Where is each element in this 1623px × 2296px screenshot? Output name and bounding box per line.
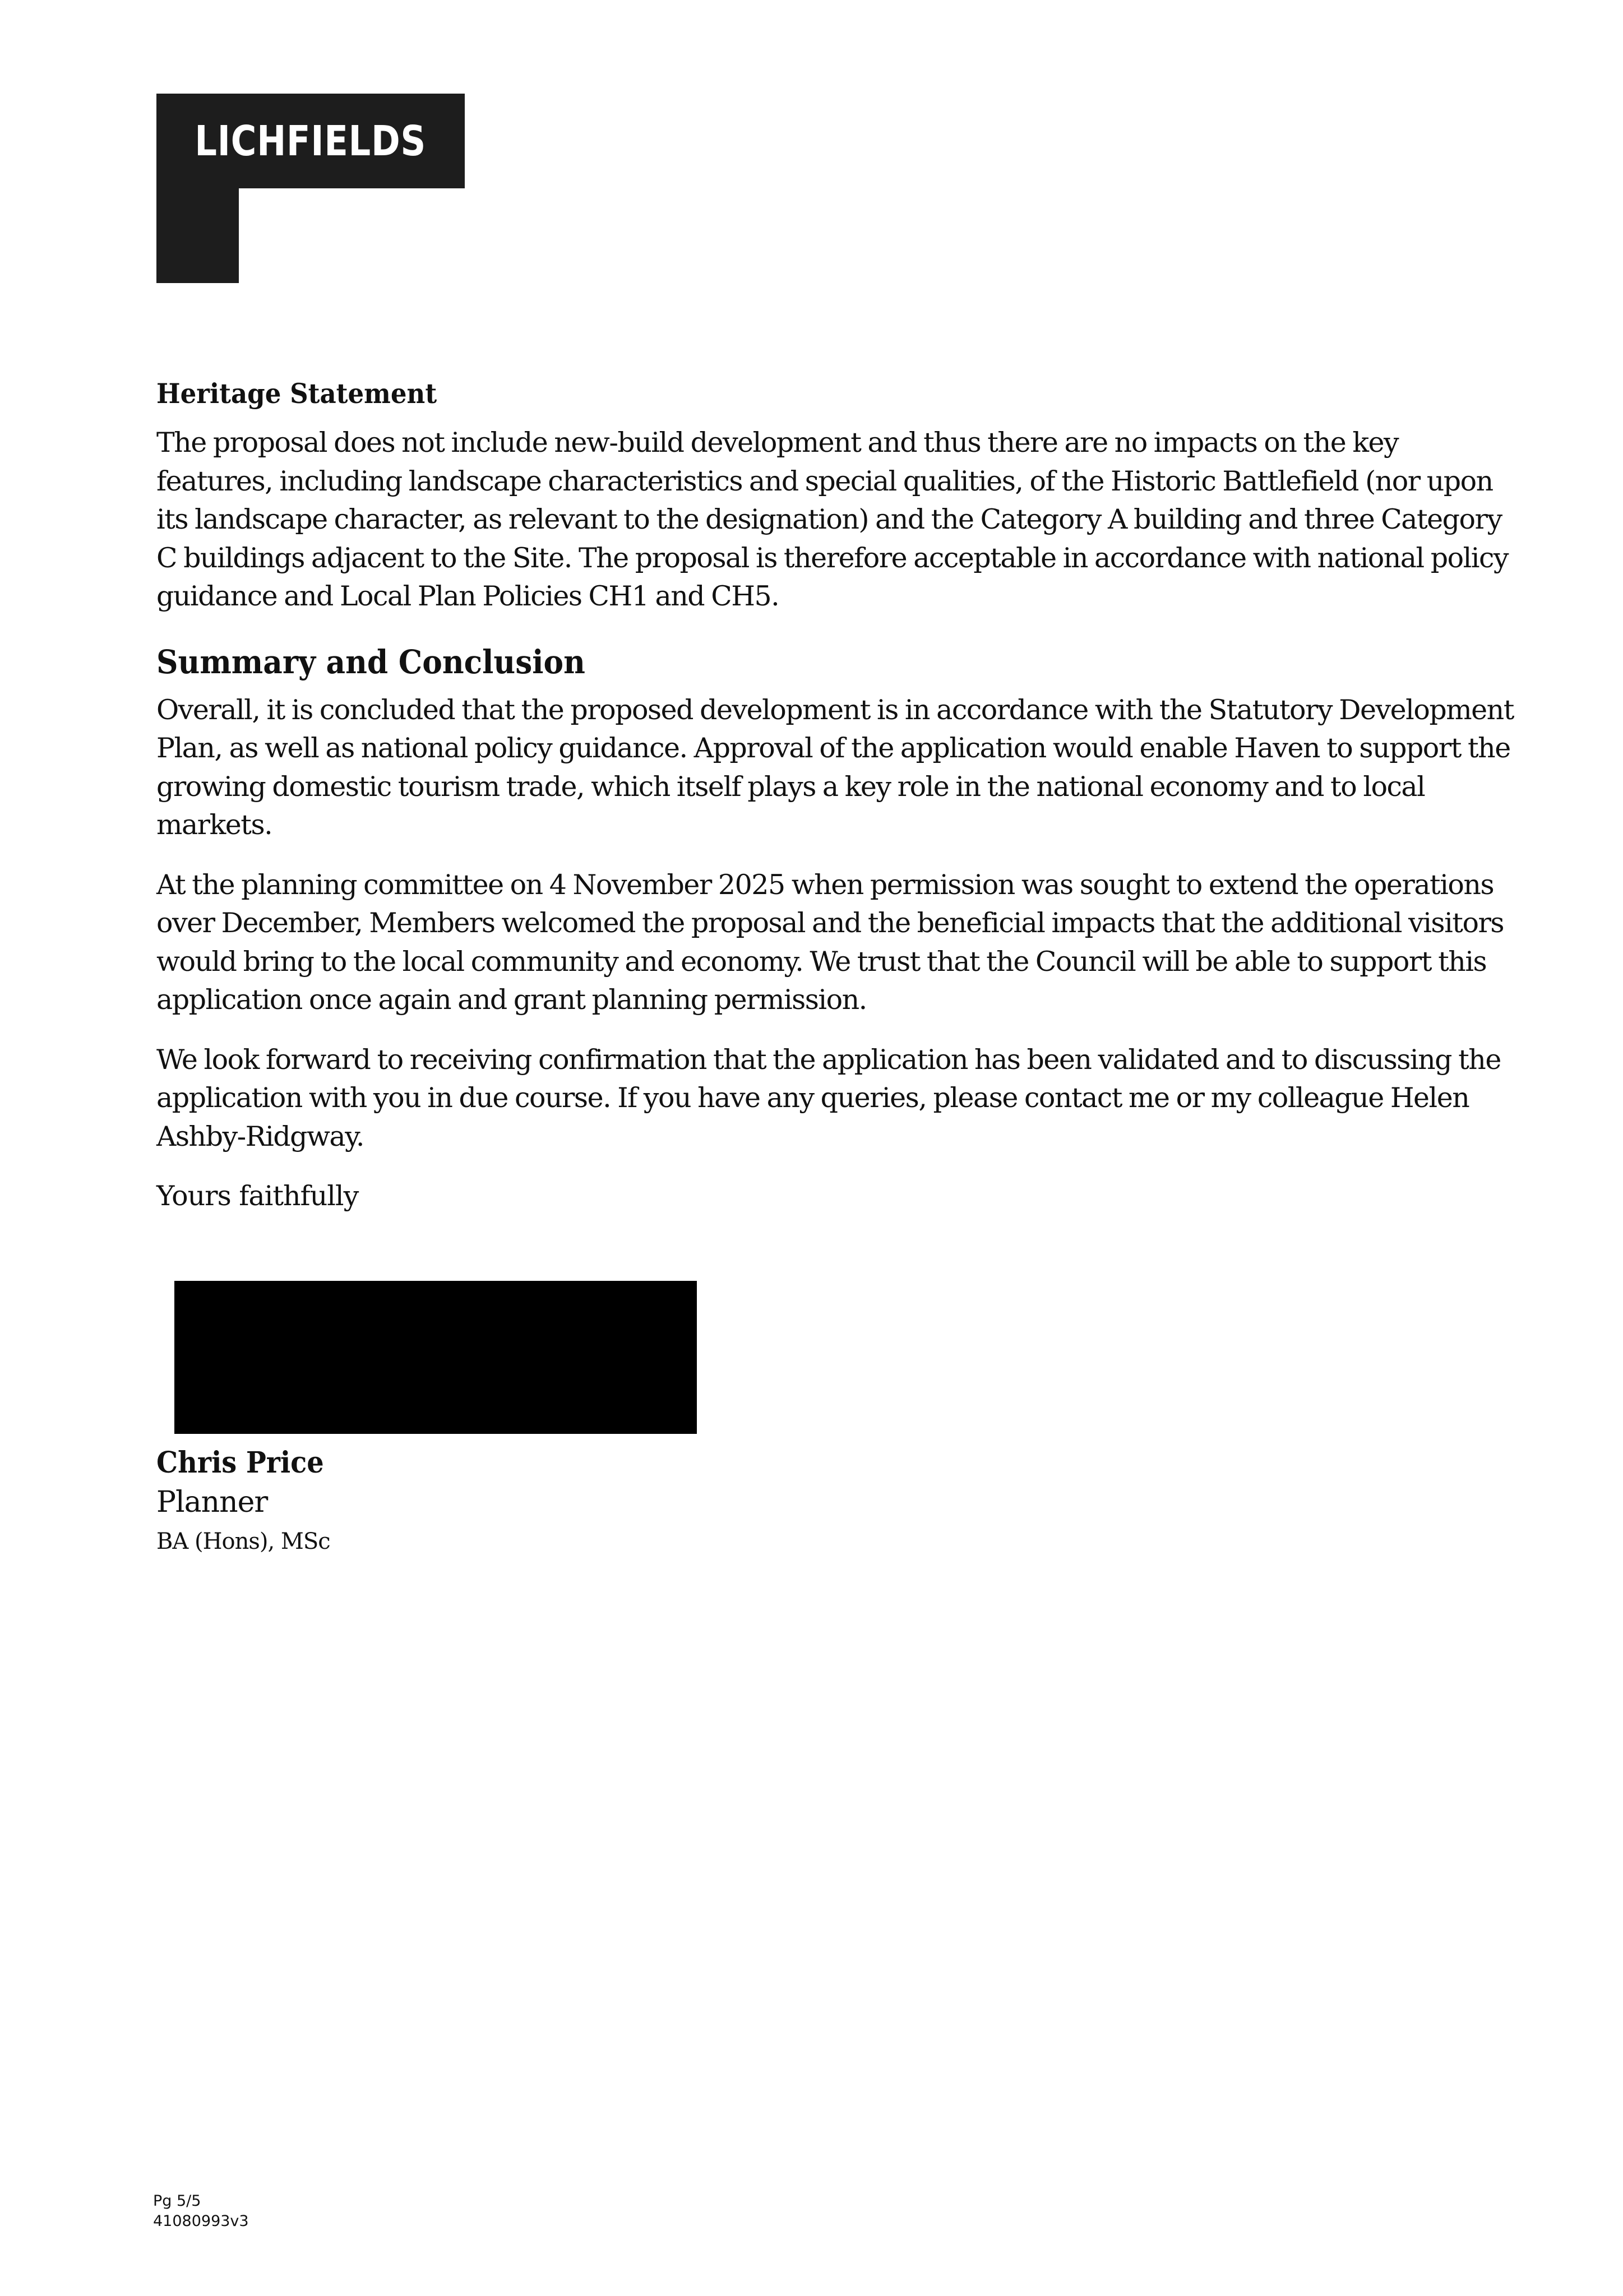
document-reference: 41080993v3: [153, 2212, 249, 2230]
text-line: would bring to the local community and economy. We trust that the Council will be able to support this: [156, 945, 1487, 978]
text-line: application once again and grant planning permission.: [156, 984, 867, 1016]
logo-stem: [156, 188, 239, 283]
summary-heading: Summary and Conclusion: [156, 642, 585, 681]
text-line: C buildings adjacent to the Site. The proposal is therefore acceptable in accordance with national policy: [156, 541, 1509, 574]
redacted-signature: [174, 1281, 697, 1434]
page-footer: [153, 2191, 249, 2232]
text-line: growing domestic tourism trade, which itself plays a key role in the national economy and to local: [156, 770, 1425, 803]
text-line: markets.: [156, 809, 272, 841]
text-line: its landscape character, as relevant to the designation) and the Category A building and three Category: [156, 503, 1502, 535]
heritage-heading: Heritage Statement: [156, 377, 437, 410]
summary-paragraph-2: [156, 866, 1504, 1020]
text-line: over December, Members welcomed the proposal and the beneficial impacts that the additional visitors: [156, 907, 1504, 939]
text-line: guidance and Local Plan Policies CH1 and CH5.: [156, 580, 779, 612]
text-line: Overall, it is concluded that the proposed development is in accordance with the Statutory Development: [156, 693, 1514, 726]
summary-paragraph-1: [156, 691, 1514, 845]
lichfields-logo: [156, 94, 465, 283]
text-line: application with you in due course. If you have any queries, please contact me or my colleague Helen: [156, 1082, 1469, 1114]
signatory-role: Planner: [156, 1485, 268, 1519]
summary-paragraph-3: [156, 1041, 1501, 1156]
logo-banner: [156, 94, 465, 188]
text-line: The proposal does not include new-build development and thus there are no impacts on the key: [156, 427, 1399, 459]
text-line: We look forward to receiving confirmation that the application has been validated and to discussing the: [156, 1043, 1501, 1076]
signature-block: [156, 1443, 339, 1561]
page-number: Pg 5/5: [153, 2192, 201, 2210]
text-line: At the planning committee on 4 November 2025 when permission was sought to extend the operations: [156, 868, 1494, 901]
signatory-qualifications: BA (Hons), MSc: [156, 1529, 330, 1554]
text-line: features, including landscape characteristics and special qualities, of the Historic Battlefield (nor upon: [156, 465, 1493, 497]
text-line: Plan, as well as national policy guidance. Approval of the application would enable Haven to support the: [156, 732, 1510, 764]
heritage-paragraph: [156, 424, 1509, 616]
signatory-name: Chris Price: [156, 1446, 324, 1480]
letter-body: [156, 374, 1514, 1215]
text-line: Ashby-Ridgway.: [156, 1120, 364, 1152]
logo-text: LICHFIELDS: [195, 117, 427, 165]
signoff: Yours faithfully: [156, 1180, 359, 1212]
